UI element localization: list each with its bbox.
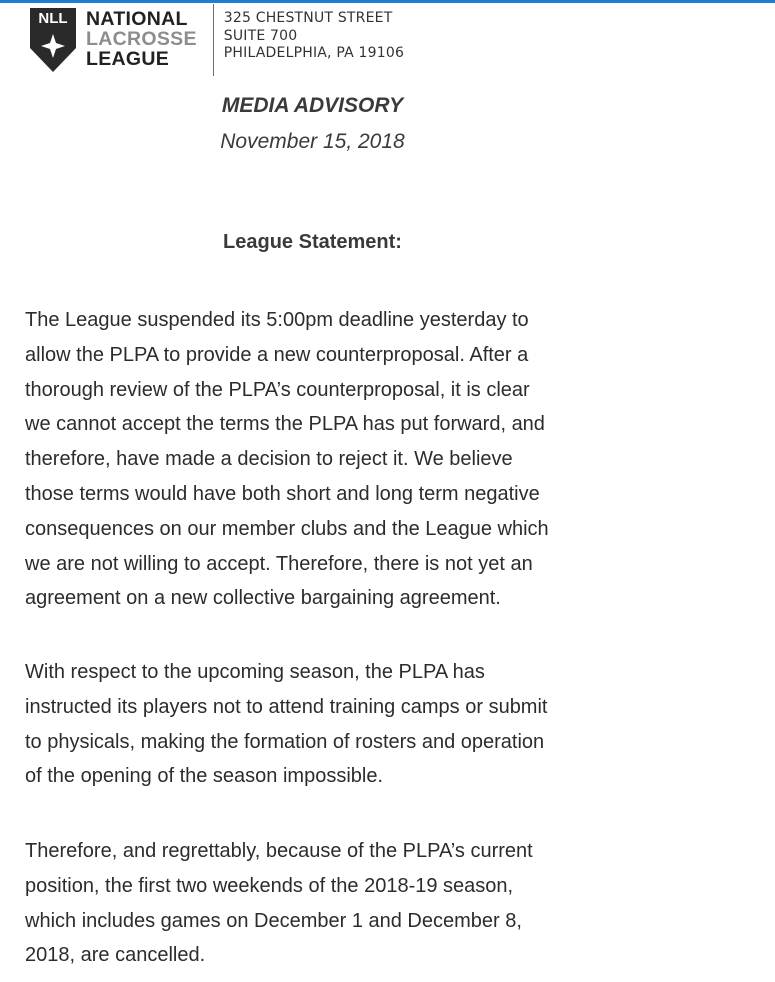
paragraph-line: therefore, have made a decision to reject it. We believe [25,448,513,471]
paragraph-line: allow the PLPA to provide a new counterproposal. After a [25,343,529,366]
paragraph-season [25,655,605,794]
paragraph-line: Therefore, and regrettably, because of the PLPA’s current [25,840,533,862]
logo-wordmark [86,9,197,69]
logo-word-league: LEAGUE [86,48,170,70]
paragraph-line: of the opening of the season impossible. [25,765,384,788]
logo-word-national: NATIONAL [86,8,188,30]
letterhead-divider [213,4,214,76]
top-accent-line [0,0,775,3]
paragraph-line: position, the first two weekends of the 2018-19 season, [25,874,514,897]
paragraph-line: 2018, are cancelled. [25,944,206,967]
nll-shield-logo [28,4,78,74]
paragraph-line: we are not willing to accept. Therefore, there is not yet an [25,552,533,575]
advisory-date: November 15, 2018 [220,130,405,153]
paragraph-deadline [25,303,605,616]
paragraph-cancellation [25,834,605,973]
address-street: 325 CHESTNUT STREET [223,10,393,26]
paragraph-line: which includes games on December 1 and December 8, [25,909,522,932]
paragraph-line: instructed its players not to attend training camps or submit [25,695,548,718]
paragraph-line: agreement on a new collective bargaining agreement. [25,587,501,610]
letterhead [28,4,404,76]
paragraph-line: those terms would have both short and long term negative [25,482,540,505]
paragraph-line: The League suspended its 5:00pm deadline yesterday to [25,309,529,331]
mailing-address [224,10,404,63]
paragraph-line: thorough review of the PLPA’s counterproposal, it is clear [25,378,530,401]
paragraph-line: With respect to the upcoming season, the PLPA has [25,661,485,683]
logo-badge-text: NLL [38,10,68,27]
logo-word-lacrosse: LACROSSE [86,28,197,50]
paragraph-line: to physicals, making the formation of rosters and operation [25,730,545,753]
address-suite: SUITE 700 [223,27,298,44]
statement-title: League Statement: [223,231,402,253]
paragraph-line: consequences on our member clubs and the League which [25,517,549,540]
paragraph-line: we cannot accept the terms the PLPA has put forward, and [25,413,545,436]
media-advisory-heading: MEDIA ADVISORY [221,94,404,117]
address-city: PHILADELPHIA, PA 19106 [223,45,405,61]
